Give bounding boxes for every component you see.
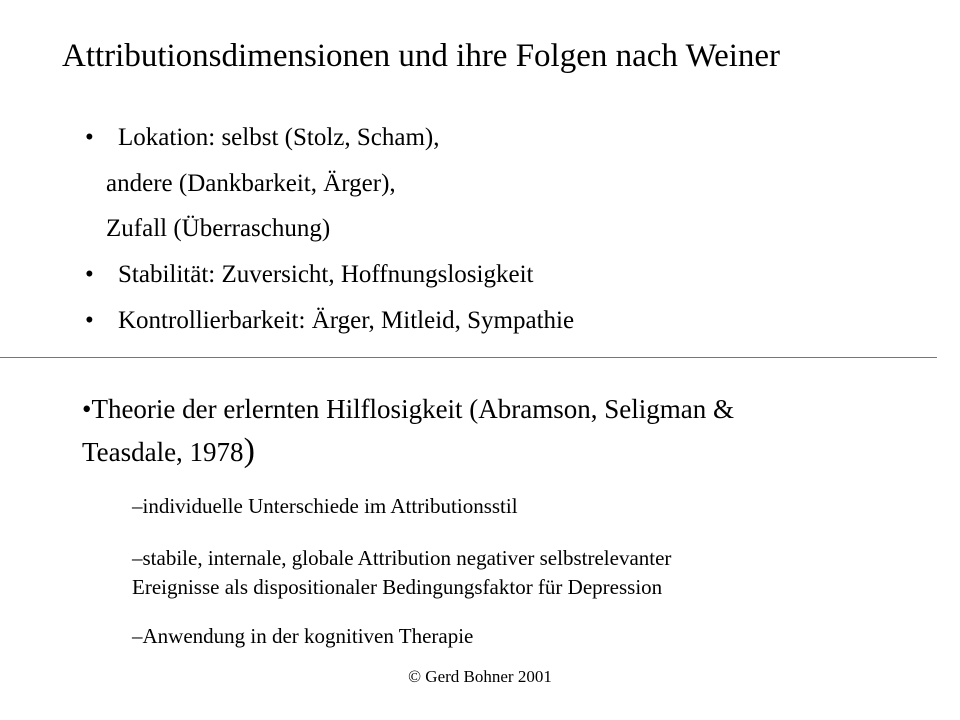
slide-title: Attributionsdimensionen und ihre Folgen nach Weiner — [62, 38, 781, 74]
theory-heading-line2 — [82, 432, 255, 469]
bullet-marker-kontrollierbarkeit: • — [85, 307, 94, 334]
section-divider — [0, 357, 937, 358]
bullet-marker-lokation: • — [85, 124, 94, 151]
bullet-lokation-line3: Zufall (Überraschung) — [106, 215, 331, 242]
theory-sub-item-3: –Anwendung in der kognitiven Therapie — [132, 624, 474, 648]
theory-sub-item-2-line1: –stabile, internale, globale Attribution negativer selbstrelevanter — [132, 546, 672, 570]
bullet-marker-stabilitaet: • — [85, 261, 94, 288]
bullet-lokation-line1: Lokation: selbst (Stolz, Scham), — [118, 124, 440, 151]
theory-sub-item-2-line2: Ereignisse als dispositionaler Bedingungsfaktor für Depression — [132, 575, 663, 599]
theory-heading-line1: •Theorie der erlernten Hilflosigkeit (Abramson, Seligman & — [82, 394, 735, 424]
bullet-lokation-line2: andere (Dankbarkeit, Ärger), — [106, 170, 396, 197]
theory-closing-paren: ) — [243, 432, 255, 469]
bullet-kontrollierbarkeit: Kontrollierbarkeit: Ärger, Mitleid, Sympathie — [118, 307, 575, 334]
theory-heading-line2-text: Teasdale, 1978 — [82, 437, 244, 467]
bullet-stabilitaet: Stabilität: Zuversicht, Hoffnungslosigkeit — [118, 261, 534, 288]
theory-sub-item-1: –individuelle Unterschiede im Attributionsstil — [132, 494, 518, 518]
footer-copyright: © Gerd Bohner 2001 — [408, 667, 552, 686]
